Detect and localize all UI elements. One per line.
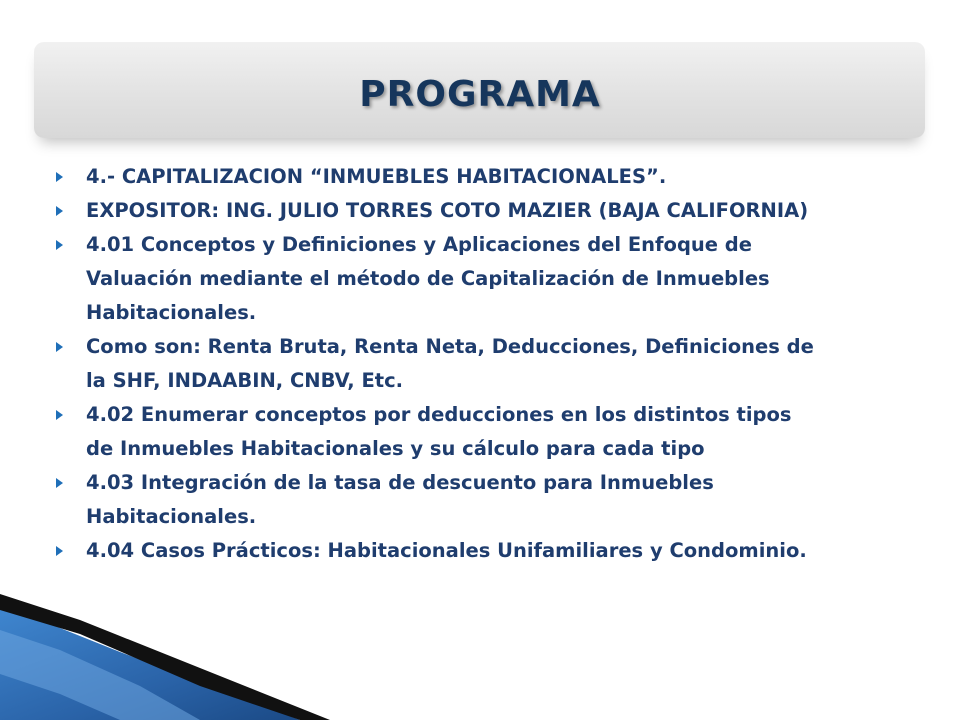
bullet-line: Como son: Renta Bruta, Renta Neta, Deducciones, Definiciones de	[86, 335, 814, 358]
bullet-line: 4.- CAPITALIZACION “INMUEBLES HABITACIONALES”.	[86, 165, 667, 188]
bullet-item-4-04	[56, 534, 886, 568]
triangle-right-icon	[56, 410, 63, 420]
triangle-right-icon	[56, 206, 63, 216]
bullet-item-como-son	[56, 330, 886, 398]
bullet-line: la SHF, INDAABIN, CNBV, Etc.	[86, 369, 404, 392]
triangle-right-icon	[56, 240, 63, 250]
bullet-item-4-03	[56, 466, 886, 534]
bullet-line: 4.01 Conceptos y Definiciones y Aplicaciones del Enfoque de	[86, 233, 752, 256]
triangle-right-icon	[56, 478, 63, 488]
triangle-right-icon	[56, 342, 63, 352]
corner-decoration	[0, 590, 400, 720]
bullet-line: 4.04 Casos Prácticos: Habitacionales Unifamiliares y Condominio.	[86, 539, 807, 562]
triangle-right-icon	[56, 172, 63, 182]
bullet-line: Habitacionales.	[86, 301, 257, 324]
bullet-line: Valuación mediante el método de Capitalización de Inmuebles	[86, 267, 770, 290]
bullet-line: 4.03 Integración de la tasa de descuento para Inmuebles	[86, 471, 714, 494]
bullet-line: Habitacionales.	[86, 505, 257, 528]
bullet-line: de Inmuebles Habitacionales y su cálculo para cada tipo	[86, 437, 705, 460]
slide-title: PROGRAMA	[359, 74, 601, 115]
bullet-line: EXPOSITOR: ING. JULIO TORRES COTO MAZIER (BAJA CALIFORNIA)	[86, 199, 809, 222]
triangle-right-icon	[56, 546, 63, 556]
bullet-item-4-01	[56, 228, 886, 330]
bullet-item-expositor	[56, 194, 886, 228]
bullet-item-capitalizacion	[56, 160, 886, 194]
bullet-line: 4.02 Enumerar conceptos por deducciones en los distintos tipos	[86, 403, 792, 426]
bullet-item-4-02	[56, 398, 886, 466]
bullet-list	[56, 160, 886, 568]
